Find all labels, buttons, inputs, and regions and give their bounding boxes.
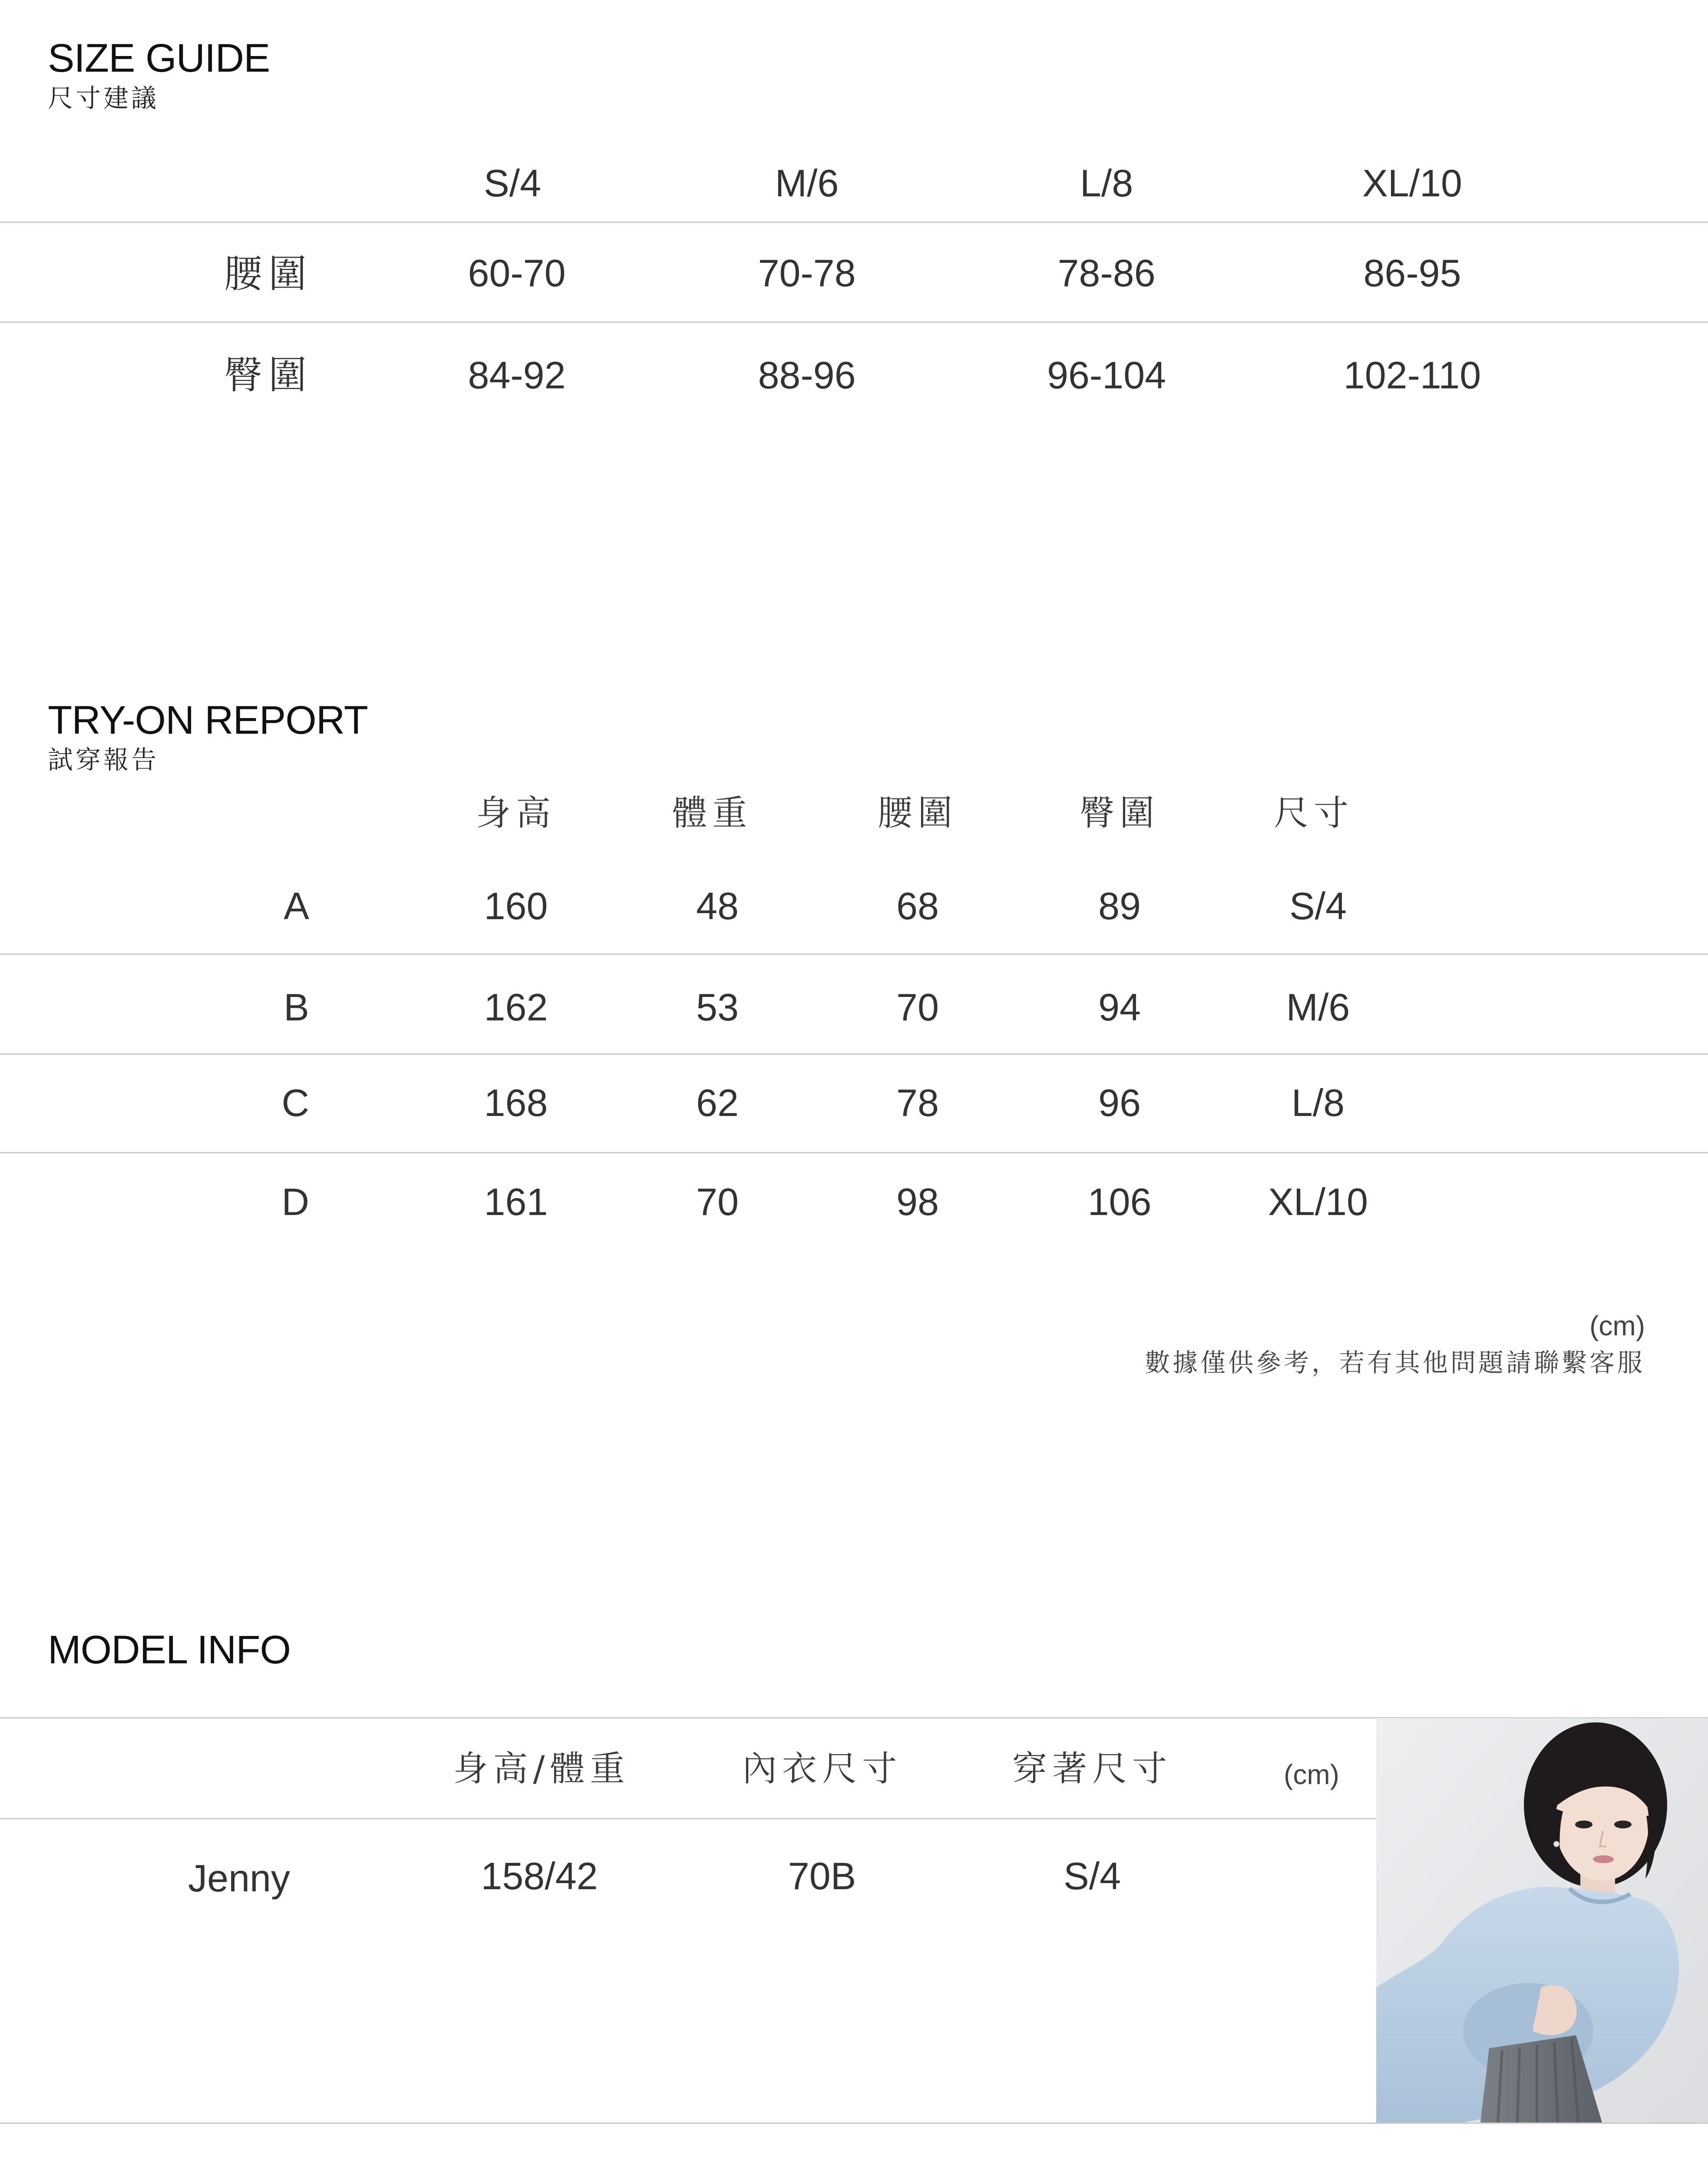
try-cell: S/4: [1289, 884, 1347, 927]
model-unit: (cm): [1284, 1759, 1339, 1790]
divider: [0, 1053, 1708, 1055]
size-cell: 88-96: [758, 354, 856, 397]
try-row-label: B: [284, 986, 309, 1029]
try-cell: 161: [484, 1180, 548, 1223]
divider: [0, 2122, 1708, 2124]
size-row-label-hip: 臀圍: [224, 353, 313, 397]
try-col-weight: 體重: [672, 793, 752, 833]
divider: [0, 222, 1708, 223]
model-cell: 70B: [788, 1854, 856, 1897]
try-row-label: C: [281, 1081, 309, 1124]
size-cell: 78-86: [1057, 252, 1156, 295]
divider: [0, 1818, 1376, 1819]
try-cell: 98: [896, 1180, 939, 1223]
size-cell: 96-104: [1047, 354, 1166, 397]
try-on-title: TRY-ON REPORT: [48, 698, 368, 742]
divider: [0, 1152, 1708, 1153]
model-photo: [1376, 1718, 1708, 2122]
model-info-title: MODEL INFO: [48, 1628, 291, 1672]
try-cell: 89: [1098, 884, 1141, 927]
size-col-s: S/4: [483, 162, 542, 205]
try-cell: L/8: [1291, 1081, 1345, 1124]
try-row-label: A: [284, 884, 309, 927]
try-col-waist: 腰圍: [878, 793, 958, 833]
try-cell: 68: [896, 884, 939, 927]
model-col-wear-size: 穿著尺寸: [1012, 1748, 1172, 1789]
model-name: Jenny: [188, 1857, 290, 1900]
model-cell: S/4: [1063, 1854, 1121, 1897]
try-cell: 70: [896, 986, 939, 1029]
size-row-label-waist: 腰圍: [224, 252, 313, 296]
model-col-bra-size: 內衣尺寸: [742, 1748, 902, 1789]
try-cell: 70: [696, 1180, 739, 1223]
try-cell: 168: [484, 1081, 548, 1124]
try-cell: M/6: [1286, 986, 1350, 1029]
try-cell: 78: [896, 1081, 939, 1124]
try-col-hip: 臀圍: [1080, 793, 1160, 833]
try-on-disclaimer: 數據僅供參考，若有其他問題請聯繫客服: [1144, 1348, 1645, 1377]
size-cell: 70-78: [758, 252, 856, 295]
try-on-unit: (cm): [1589, 1310, 1645, 1341]
size-col-l: L/8: [1080, 162, 1133, 205]
try-cell: 106: [1087, 1180, 1152, 1223]
model-cell: 158/42: [481, 1854, 598, 1897]
try-col-height: 身高: [476, 793, 556, 833]
divider: [0, 954, 1708, 955]
try-cell: 62: [696, 1081, 739, 1124]
try-cell: 94: [1098, 986, 1141, 1029]
try-cell: 160: [484, 884, 548, 927]
try-row-label: D: [281, 1180, 309, 1223]
try-col-size: 尺寸: [1274, 793, 1354, 833]
try-on-subtitle: 試穿報告: [48, 745, 159, 775]
try-cell: XL/10: [1268, 1180, 1368, 1223]
size-cell: 102-110: [1343, 354, 1481, 397]
size-cell: 60-70: [468, 252, 566, 295]
try-cell: 162: [484, 986, 548, 1029]
size-guide-title: SIZE GUIDE: [48, 36, 270, 80]
model-col-height-weight: 身高/體重: [453, 1748, 630, 1789]
try-cell: 53: [696, 986, 739, 1029]
try-cell: 96: [1098, 1081, 1141, 1124]
size-guide-subtitle: 尺寸建議: [48, 83, 159, 113]
size-cell: 86-95: [1363, 252, 1461, 295]
size-col-m: M/6: [775, 162, 839, 205]
size-cell: 84-92: [468, 354, 566, 397]
try-cell: 48: [696, 884, 739, 927]
divider: [0, 321, 1708, 323]
size-col-xl: XL/10: [1362, 162, 1462, 205]
